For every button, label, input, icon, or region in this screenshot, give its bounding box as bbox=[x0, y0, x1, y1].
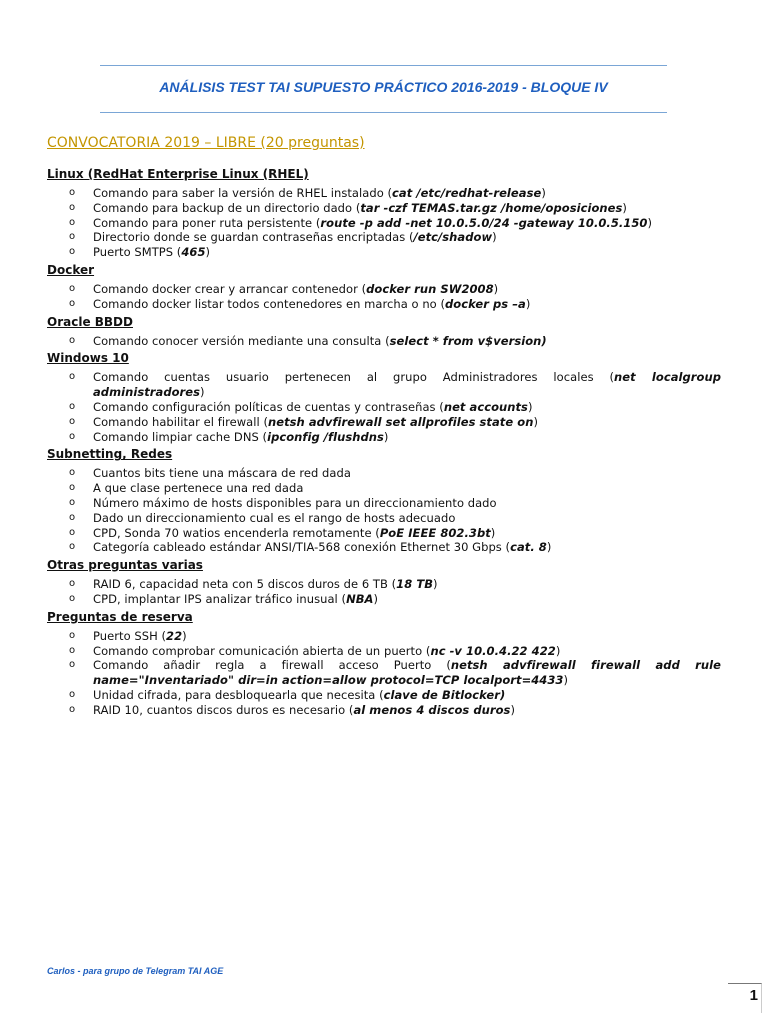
page-number: 1 bbox=[749, 987, 758, 1004]
closing-text: ) bbox=[647, 215, 653, 230]
question-text: Puerto SSH ( bbox=[93, 628, 167, 643]
closing-text: ) bbox=[490, 525, 496, 540]
answer-text: docker ps –a bbox=[445, 296, 526, 311]
closing-text: ) bbox=[433, 577, 438, 592]
section-title: Otras preguntas varias bbox=[47, 558, 203, 573]
section bbox=[47, 351, 721, 444]
answer-text: docker run SW2008 bbox=[366, 281, 494, 296]
list-item bbox=[47, 540, 721, 555]
question-text: Comando habilitar el firewall ( bbox=[93, 414, 269, 429]
answer-text: net localgroup administradores bbox=[93, 370, 721, 400]
bullet-icon: o bbox=[69, 511, 76, 523]
answer-text: clave de Bitlocker) bbox=[383, 687, 506, 702]
answer-text: cat. 8 bbox=[510, 540, 547, 555]
bullet-icon: o bbox=[69, 334, 76, 346]
document-body bbox=[47, 134, 721, 721]
header-bottom-rule bbox=[100, 112, 667, 113]
list-item bbox=[47, 282, 721, 297]
bullet-icon: o bbox=[69, 187, 76, 198]
answer-text: PoE IEEE 802.3bt bbox=[379, 525, 491, 540]
closing-text: ) bbox=[555, 643, 561, 658]
answer-text: netsh advfirewall firewall add rule name="Inventariado" dir=in action=allow protocol=TCP localport=4433 bbox=[93, 658, 721, 688]
bullet-icon: o bbox=[69, 644, 76, 656]
answer-text: 22 bbox=[166, 628, 183, 643]
section bbox=[47, 610, 721, 718]
question-text: Comando añadir regla a firewall acceso Puerto ( bbox=[93, 658, 451, 673]
question-list bbox=[47, 186, 721, 260]
section-title: Preguntas de reserva bbox=[47, 609, 193, 624]
answer-text: NBA bbox=[346, 591, 374, 606]
bullet-icon: o bbox=[69, 246, 76, 258]
section bbox=[47, 447, 721, 555]
question-text: Directorio donde se guardan contraseñas encriptadas ( bbox=[93, 230, 414, 245]
question-text: Unidad cifrada, para desbloquearla que necesita ( bbox=[93, 687, 384, 702]
bullet-icon: o bbox=[69, 400, 76, 412]
bullet-icon: o bbox=[69, 430, 76, 442]
bullet-icon: o bbox=[69, 526, 76, 538]
header-top-rule bbox=[100, 65, 667, 66]
list-item bbox=[47, 688, 721, 703]
section-title: Windows 10 bbox=[47, 351, 129, 366]
closing-text: ) bbox=[383, 429, 389, 444]
closing-text: ) bbox=[373, 591, 379, 606]
bullet-icon: o bbox=[69, 592, 76, 604]
document-title: ANÁLISIS TEST TAI SUPUESTO PRÁCTICO 2016-2019 - BLOQUE IV bbox=[159, 79, 608, 95]
answer-text: ipconfig /flushdns bbox=[267, 429, 384, 444]
closing-text: ) bbox=[200, 385, 205, 400]
section bbox=[47, 167, 721, 260]
question-text: CPD, implantar IPS analizar tráfico inusual ( bbox=[93, 591, 347, 606]
answer-text: tar -czf TEMAS.tar.gz /home/oposiciones bbox=[360, 200, 623, 215]
list-item bbox=[47, 415, 721, 430]
bullet-icon: o bbox=[69, 578, 76, 590]
list-item bbox=[47, 466, 721, 481]
list-item bbox=[47, 186, 721, 201]
question-list bbox=[47, 577, 721, 607]
question-text: Comando para saber la versión de RHEL instalado ( bbox=[93, 186, 393, 200]
question-list bbox=[47, 282, 721, 312]
footer-credit: Carlos - para grupo de Telegram TAI AGE bbox=[47, 966, 224, 976]
list-item bbox=[47, 481, 721, 496]
question-text: Comando para poner ruta persistente ( bbox=[93, 215, 321, 230]
question-text: Comando para backup de un directorio dado ( bbox=[93, 200, 361, 215]
answer-text: 18 TB bbox=[396, 577, 434, 592]
question-text: RAID 10, cuantos discos duros es necesario ( bbox=[93, 702, 354, 717]
answer-text: 465 bbox=[181, 245, 206, 260]
bullet-icon: o bbox=[69, 629, 76, 641]
question-text: Comando docker crear y arrancar contenedor ( bbox=[93, 281, 367, 296]
list-item bbox=[47, 370, 721, 400]
question-text: Comando conocer versión mediante una consulta ( bbox=[93, 333, 390, 348]
list-item bbox=[47, 629, 721, 644]
question-list bbox=[47, 629, 721, 718]
list-item bbox=[47, 703, 721, 718]
answer-text: select * from v$version) bbox=[389, 333, 547, 348]
closing-text: ) bbox=[525, 296, 531, 311]
list-item bbox=[47, 577, 721, 592]
bullet-icon: o bbox=[69, 216, 76, 228]
closing-text: ) bbox=[205, 245, 211, 260]
list-item bbox=[47, 496, 721, 511]
answer-text: nc -v 10.0.4.22 422 bbox=[430, 643, 556, 658]
closing-text: ) bbox=[563, 673, 569, 688]
closing-text: ) bbox=[622, 200, 627, 215]
answer-text: al menos 4 discos duros bbox=[353, 702, 511, 717]
sections-container bbox=[47, 167, 721, 718]
closing-text: ) bbox=[546, 540, 552, 555]
list-item bbox=[47, 526, 721, 541]
bullet-icon: o bbox=[69, 201, 76, 213]
question-text: Puerto SMTPS ( bbox=[93, 245, 182, 260]
question-text: Comando docker listar todos contenedores en marcha o no ( bbox=[93, 296, 446, 311]
list-item bbox=[47, 592, 721, 607]
bullet-icon: o bbox=[69, 688, 76, 700]
section-title: Oracle BBDD bbox=[47, 314, 133, 329]
question-text: Cuantos bits tiene una máscara de red dada bbox=[93, 466, 351, 481]
list-item bbox=[47, 400, 721, 415]
question-text: A que clase pertenece una red dada bbox=[93, 481, 304, 496]
list-item bbox=[47, 658, 721, 688]
bullet-icon: o bbox=[69, 659, 76, 671]
question-text: Comando configuración políticas de cuentas y contraseñas ( bbox=[93, 399, 444, 414]
list-item bbox=[47, 511, 721, 526]
question-text: RAID 6, capacidad neta con 5 discos duros de 6 TB ( bbox=[93, 577, 397, 592]
bullet-icon: o bbox=[69, 371, 76, 383]
bullet-icon: o bbox=[69, 541, 76, 553]
bullet-icon: o bbox=[69, 482, 76, 494]
answer-text: route -p add -net 10.0.5.0/24 -gateway 10.0.5.150 bbox=[320, 215, 648, 230]
closing-text: ) bbox=[492, 230, 497, 245]
list-item bbox=[47, 644, 721, 659]
question-text: Dado un direccionamiento cual es el rango de hosts adecuado bbox=[93, 510, 456, 525]
bullet-icon: o bbox=[69, 282, 76, 294]
closing-text: ) bbox=[493, 281, 499, 296]
bullet-icon: o bbox=[69, 703, 76, 715]
closing-text: ) bbox=[527, 399, 533, 414]
section bbox=[47, 315, 721, 349]
question-list bbox=[47, 466, 721, 555]
closing-text: ) bbox=[510, 702, 516, 717]
list-item bbox=[47, 297, 721, 312]
list-item bbox=[47, 430, 721, 445]
list-item bbox=[47, 230, 721, 245]
question-text: CPD, Sonda 70 watios encenderla remotamente ( bbox=[93, 525, 380, 540]
answer-text: net accounts bbox=[443, 399, 528, 414]
bullet-icon: o bbox=[69, 496, 76, 508]
section bbox=[47, 558, 721, 607]
bullet-icon: o bbox=[69, 231, 76, 243]
question-text: Comando limpiar cache DNS ( bbox=[93, 429, 268, 444]
question-text: Comando comprobar comunicación abierta de un puerto ( bbox=[93, 643, 431, 658]
answer-text: /etc/shadow bbox=[413, 230, 493, 245]
question-list bbox=[47, 334, 721, 349]
list-item bbox=[47, 201, 721, 216]
bullet-icon: o bbox=[69, 415, 76, 427]
bullet-icon: o bbox=[69, 467, 76, 479]
question-list bbox=[47, 370, 721, 444]
bullet-icon: o bbox=[69, 297, 76, 309]
list-item bbox=[47, 334, 721, 349]
section-title: Docker bbox=[47, 262, 95, 277]
list-item bbox=[47, 216, 721, 231]
question-text: Categoría cableado estándar ANSI/TIA-568 conexión Ethernet 30 Gbps ( bbox=[93, 540, 511, 555]
section-title: Subnetting, Redes bbox=[47, 447, 173, 462]
section bbox=[47, 263, 721, 312]
answer-text: cat /etc/redhat-release bbox=[392, 186, 542, 200]
question-text: Número máximo de hosts disponibles para un direccionamiento dado bbox=[93, 495, 497, 510]
closing-text: ) bbox=[541, 186, 546, 200]
convocatoria-heading: CONVOCATORIA 2019 – LIBRE (20 preguntas) bbox=[47, 135, 365, 151]
list-item bbox=[47, 245, 721, 260]
question-text: Comando cuentas usuario pertenecen al grupo Administradores locales ( bbox=[93, 370, 615, 385]
answer-text: netsh advfirewall set allprofiles state on bbox=[268, 414, 534, 429]
section-title: Linux (RedHat Enterprise Linux (RHEL) bbox=[47, 167, 309, 181]
closing-text: ) bbox=[182, 628, 187, 643]
closing-text: ) bbox=[533, 414, 538, 429]
